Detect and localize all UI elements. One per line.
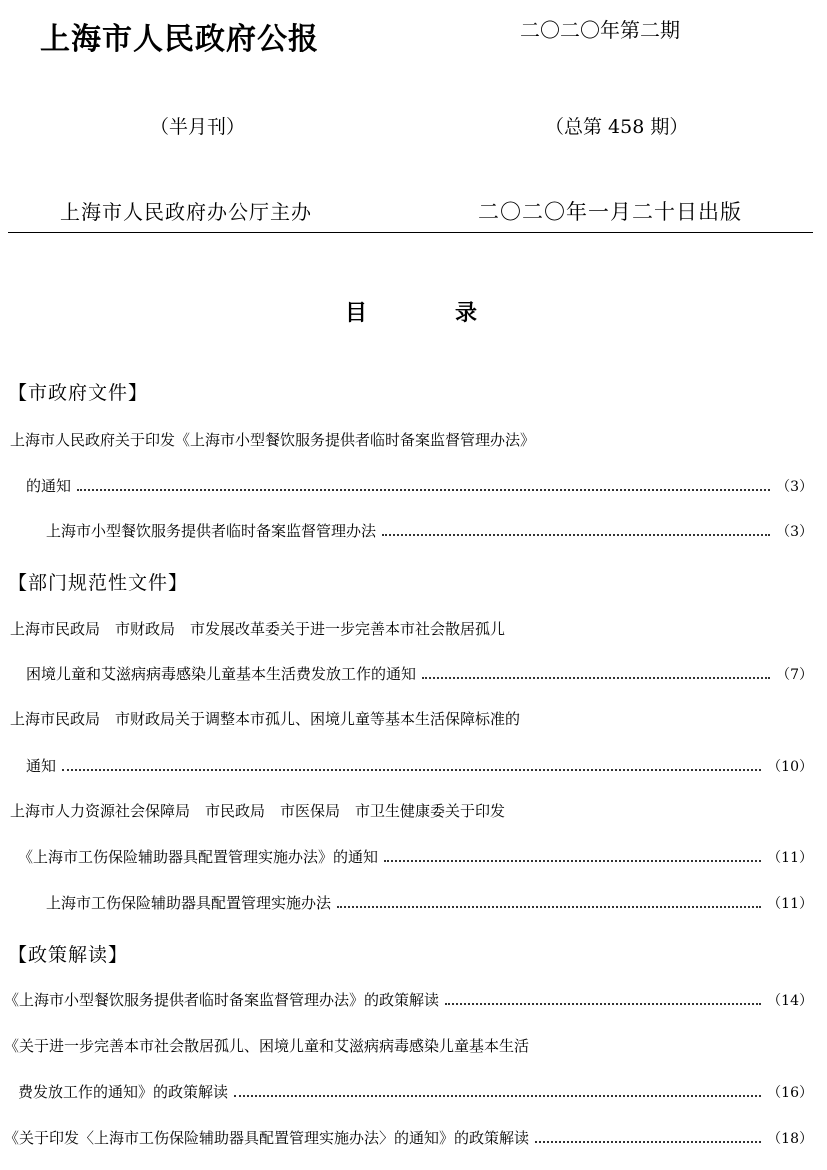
toc-entry[interactable] (10, 709, 813, 729)
toc-entry[interactable] (26, 756, 813, 776)
dot-leader (384, 860, 761, 862)
page-number: （7） (776, 667, 813, 683)
dot-leader (77, 489, 770, 491)
dot-leader (337, 906, 761, 908)
dot-leader (62, 769, 761, 771)
entry-text: 上海市小型餐饮服务提供者临时备案监督管理办法 (46, 522, 377, 540)
entry-text: 《关于印发〈上海市工伤保险辅助器具配置管理实施办法〉的通知》的政策解读 (4, 1129, 530, 1147)
toc-entry[interactable] (4, 990, 813, 1010)
toc-entry[interactable] (46, 893, 813, 913)
entry-text: 上海市人民政府关于印发《上海市小型餐饮服务提供者临时备案监督管理办法》 (10, 431, 536, 449)
entry-text: 费发放工作的通知》的政策解读 (18, 1083, 229, 1101)
toc-entry[interactable] (26, 476, 813, 496)
toc-entry[interactable] (10, 801, 813, 821)
toc-entry[interactable] (10, 430, 813, 450)
toc-entry[interactable] (10, 619, 813, 639)
dot-leader (382, 534, 770, 536)
page-number: （11） (767, 850, 813, 866)
frequency: （半月刊） (150, 116, 246, 138)
entry-text: 《上海市小型餐饮服务提供者临时备案监督管理办法》的政策解读 (4, 991, 440, 1009)
section-title: 【市政府文件】 (8, 382, 149, 404)
entry-text: 上海市人力资源社会保障局 市民政局 市医保局 市卫生健康委关于印发 (10, 802, 506, 820)
entry-text: 《上海市工伤保险辅助器具配置管理实施办法》的通知 (18, 848, 379, 866)
entry-text: 困境儿童和艾滋病病毒感染儿童基本生活费发放工作的通知 (26, 665, 417, 683)
toc-entry[interactable] (4, 1128, 813, 1148)
dot-leader (445, 1003, 761, 1005)
entry-text: 上海市民政局 市财政局 市发展改革委关于进一步完善本市社会散居孤儿 (10, 620, 506, 638)
header-divider (8, 232, 813, 233)
dot-leader (535, 1141, 761, 1143)
page-number: （3） (776, 524, 813, 540)
section-title: 【政策解读】 (8, 944, 129, 966)
entry-text: 上海市民政局 市财政局关于调整本市孤儿、困境儿童等基本生活保障标准的 (10, 710, 521, 728)
total-issue: （总第 458 期） (545, 116, 689, 138)
page-number: （18） (767, 1131, 813, 1147)
dot-leader (422, 677, 770, 679)
entry-text: 通知 (26, 757, 57, 775)
page-number: （16） (767, 1085, 813, 1101)
entry-text: 《关于进一步完善本市社会散居孤儿、困境儿童和艾滋病病毒感染儿童基本生活 (4, 1037, 530, 1055)
toc-entry[interactable] (26, 664, 813, 684)
toc-entry[interactable] (18, 847, 813, 867)
page-number: （10） (767, 759, 813, 775)
section-title: 【部门规范性文件】 (8, 572, 189, 594)
toc-heading-2: 录 (455, 300, 478, 326)
toc-entry[interactable] (4, 1036, 813, 1056)
issue-number: 二〇二〇年第二期 (520, 18, 680, 42)
host-organization: 上海市人民政府办公厅主办 (60, 200, 312, 224)
toc-heading-1: 目 (345, 300, 368, 326)
entry-text: 上海市工伤保险辅助器具配置管理实施办法 (46, 894, 332, 912)
page-number: （11） (767, 896, 813, 912)
page-number: （14） (767, 993, 813, 1009)
page-number: （3） (776, 479, 813, 495)
dot-leader (234, 1095, 761, 1097)
publish-date: 二〇二〇年一月二十日出版 (478, 200, 742, 224)
toc-entry[interactable] (46, 521, 813, 541)
toc-entry[interactable] (18, 1082, 813, 1102)
gazette-title: 上海市人民政府公报 (40, 22, 319, 57)
entry-text: 的通知 (26, 477, 72, 495)
